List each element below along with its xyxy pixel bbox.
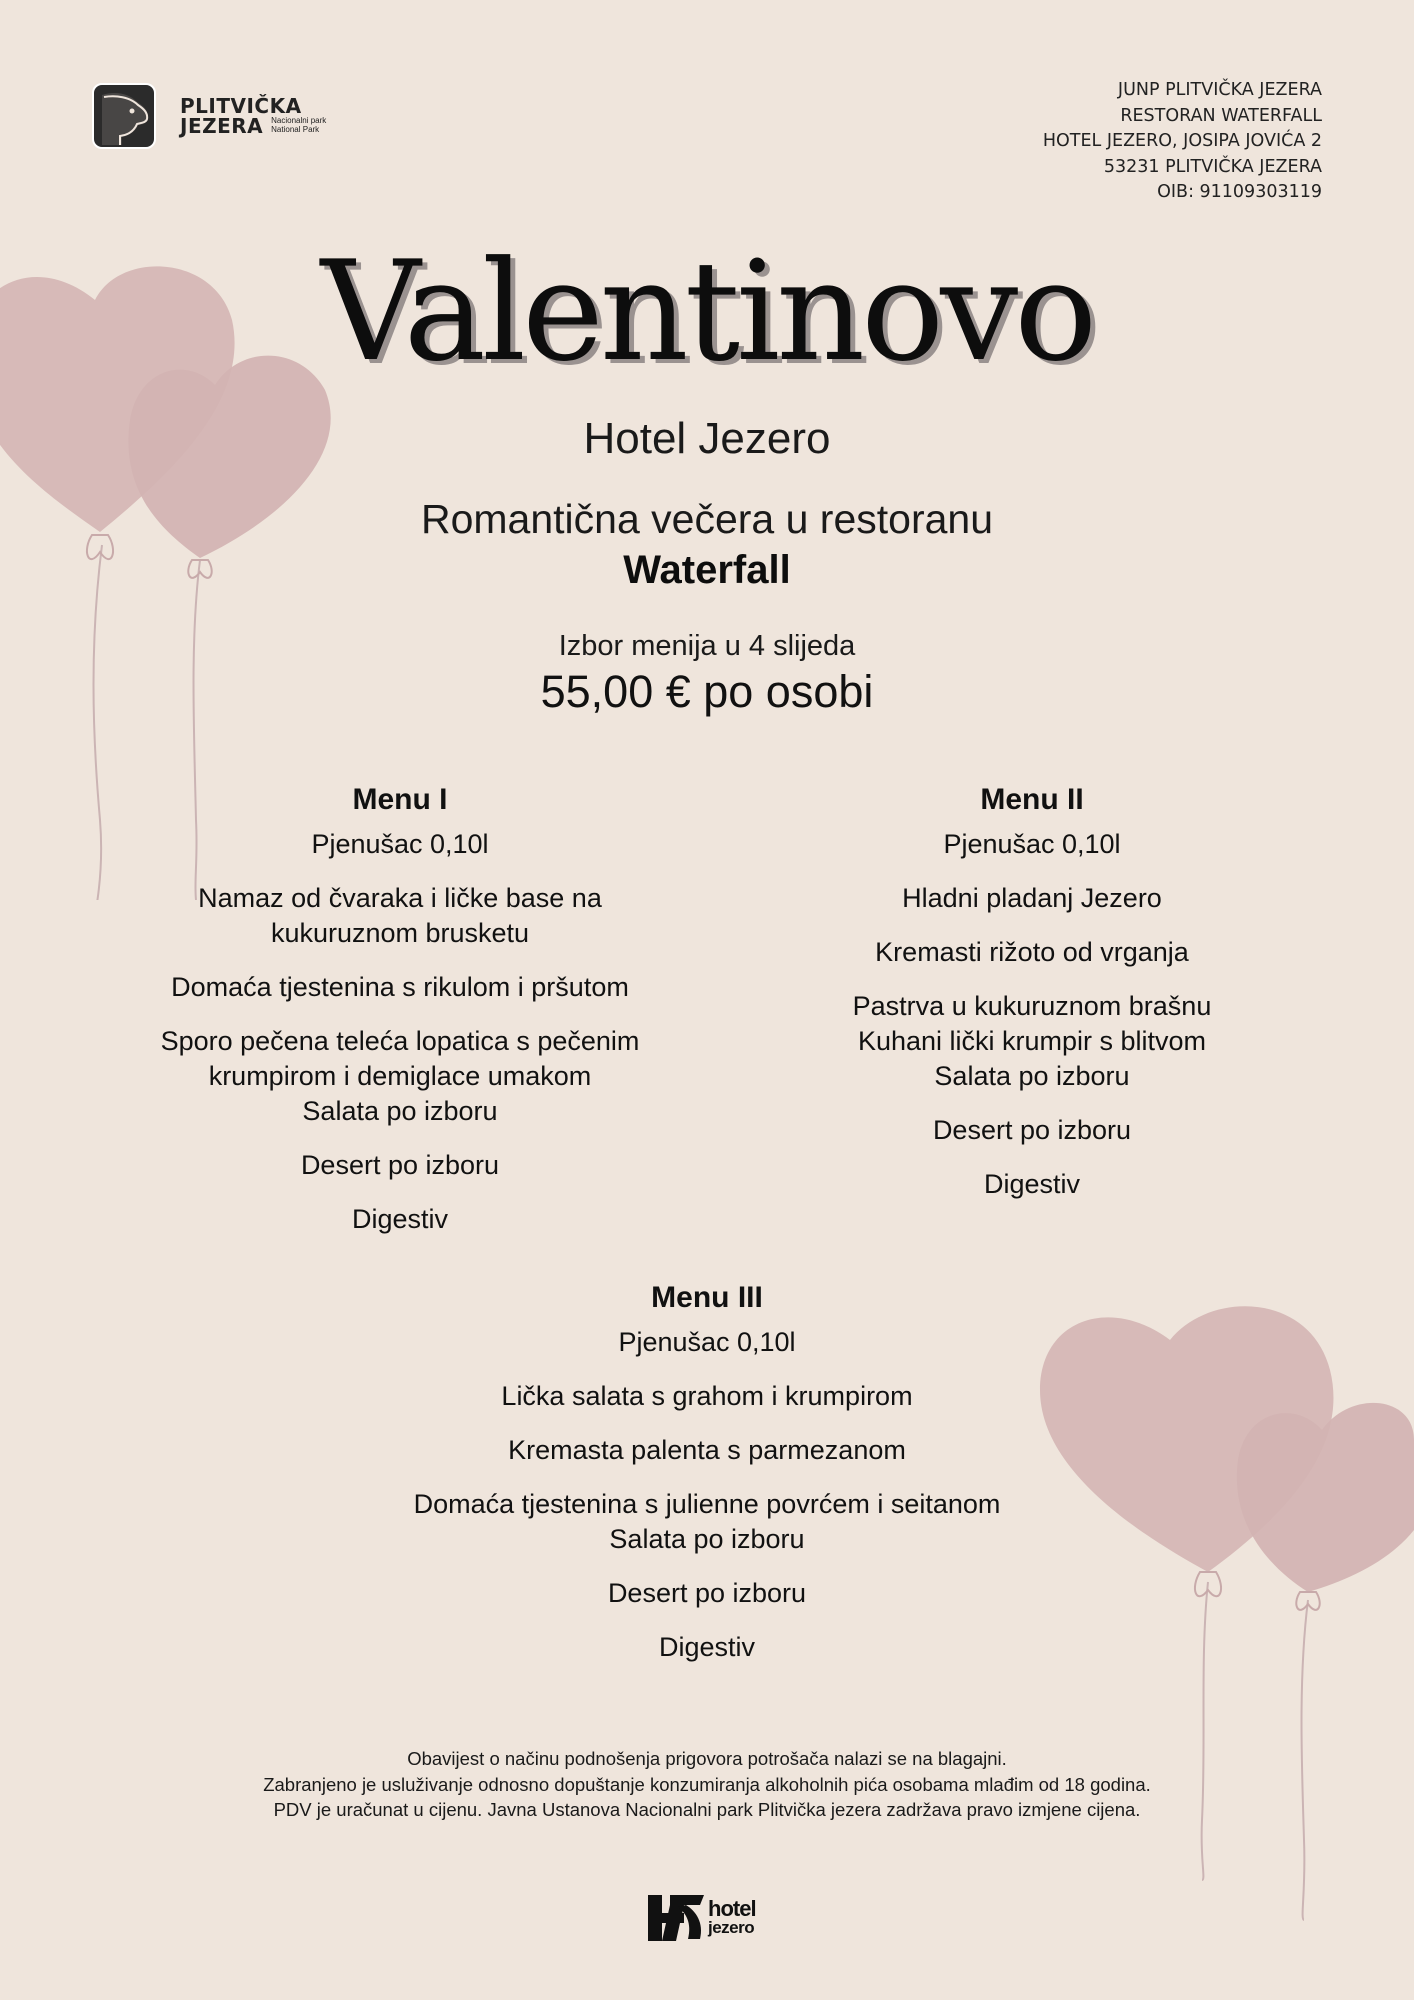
menu-title: Menu I xyxy=(352,783,448,816)
menu-item: Sporo pečena teleća lopatica s pečenim krumpirom i demiglace umakom Salata po izboru xyxy=(160,1026,640,1126)
menu-item: Digestiv xyxy=(983,1169,1081,1199)
menu-item: Pjenušac 0,10l xyxy=(618,1327,796,1357)
menu-title: Menu III xyxy=(651,1281,763,1314)
hotel-name: Hotel Jezero xyxy=(583,414,831,463)
address-line: JUNP PLITVIČKA JEZERA xyxy=(1117,80,1322,100)
bear-icon xyxy=(92,83,156,149)
address-line: HOTEL JEZERO, JOSIPA JOVIĆA 2 xyxy=(1042,131,1322,151)
address-line: 53231 PLITVIČKA JEZERA xyxy=(1103,156,1322,177)
logo-name-line2: JEZERA xyxy=(180,114,264,139)
menu-3 xyxy=(307,1280,1107,1684)
menu-choice-text: Izbor menija u 4 slijeda xyxy=(558,630,856,662)
menu-item: Pjenušac 0,10l xyxy=(943,829,1121,859)
menu-1 xyxy=(100,782,700,1256)
logo-sub-line2: National Park xyxy=(271,125,320,134)
address-line: RESTORAN WATERFALL xyxy=(1120,105,1322,126)
menu-item: Digestiv xyxy=(658,1632,756,1662)
hotel-jezero-logo xyxy=(648,1892,766,1944)
menu-item: Namaz od čvaraka i ličke base na kukuruznom brusketu xyxy=(198,883,602,948)
menu-item: Desert po izboru xyxy=(300,1150,500,1180)
address-line: OIB: 91109303119 xyxy=(1157,182,1322,202)
menu-item: Kremasti rižoto od vrganja xyxy=(875,937,1189,967)
logo-word-hotel: hotel xyxy=(708,1896,756,1922)
notice-line: Obavijest o načinu podnošenja prigovora potrošača nalazi se na blagajni. xyxy=(407,1748,1007,1769)
restaurant-name: Waterfall xyxy=(623,548,791,592)
menu-item: Domaća tjestenina s julienne povrćem i seitanom Salata po izboru xyxy=(413,1489,1001,1554)
menu-item: Domaća tjestenina s rikulom i pršutom xyxy=(171,972,629,1002)
logo-sub-line1: Nacionalni park xyxy=(271,115,327,125)
restaurant-address xyxy=(1043,78,1322,206)
menu-item: Desert po izboru xyxy=(607,1578,807,1608)
menu-item: Desert po izboru xyxy=(932,1115,1132,1145)
national-park-logo xyxy=(92,80,352,152)
menu-item: Pjenušac 0,10l xyxy=(311,829,489,859)
balloon-string xyxy=(1202,1582,1208,1880)
legal-notice xyxy=(0,1746,1414,1823)
menu-item: Digestiv xyxy=(351,1204,449,1234)
price: 55,00 € po osobi xyxy=(540,666,874,717)
menu-2 xyxy=(732,782,1332,1221)
hotel-jezero-mark-icon xyxy=(648,1893,704,1943)
menu-title: Menu II xyxy=(980,783,1084,816)
menu-item: Kremasta palenta s parmezanom xyxy=(508,1435,906,1465)
heart-balloon-icon xyxy=(1237,1403,1414,1592)
dinner-subtitle: Romantična večera u restoranu xyxy=(420,496,994,542)
notice-line: Zabranjeno je usluživanje odnosno dopuštanje konzumiranja alkoholnih pića osobama mlađim od 18 godina. xyxy=(263,1773,1151,1795)
menu-item: Lička salata s grahom i krumpirom xyxy=(501,1381,913,1411)
menu-item: Pastrva u kukuruznom brašnu Kuhani lički krumpir s blitvom Salata po izboru xyxy=(852,991,1212,1091)
page-title: Valentinovo xyxy=(320,231,1094,392)
logo-word-jezero: jezero xyxy=(708,1918,755,1938)
logo-name-line1: PLITVIČKA xyxy=(180,93,302,118)
notice-line: PDV je uračunat u cijenu. Javna Ustanova Nacionalni park Plitvička jezera zadržava pravo izmjene cijena. xyxy=(273,1799,1141,1820)
menu-item: Hladni pladanj Jezero xyxy=(902,883,1162,913)
